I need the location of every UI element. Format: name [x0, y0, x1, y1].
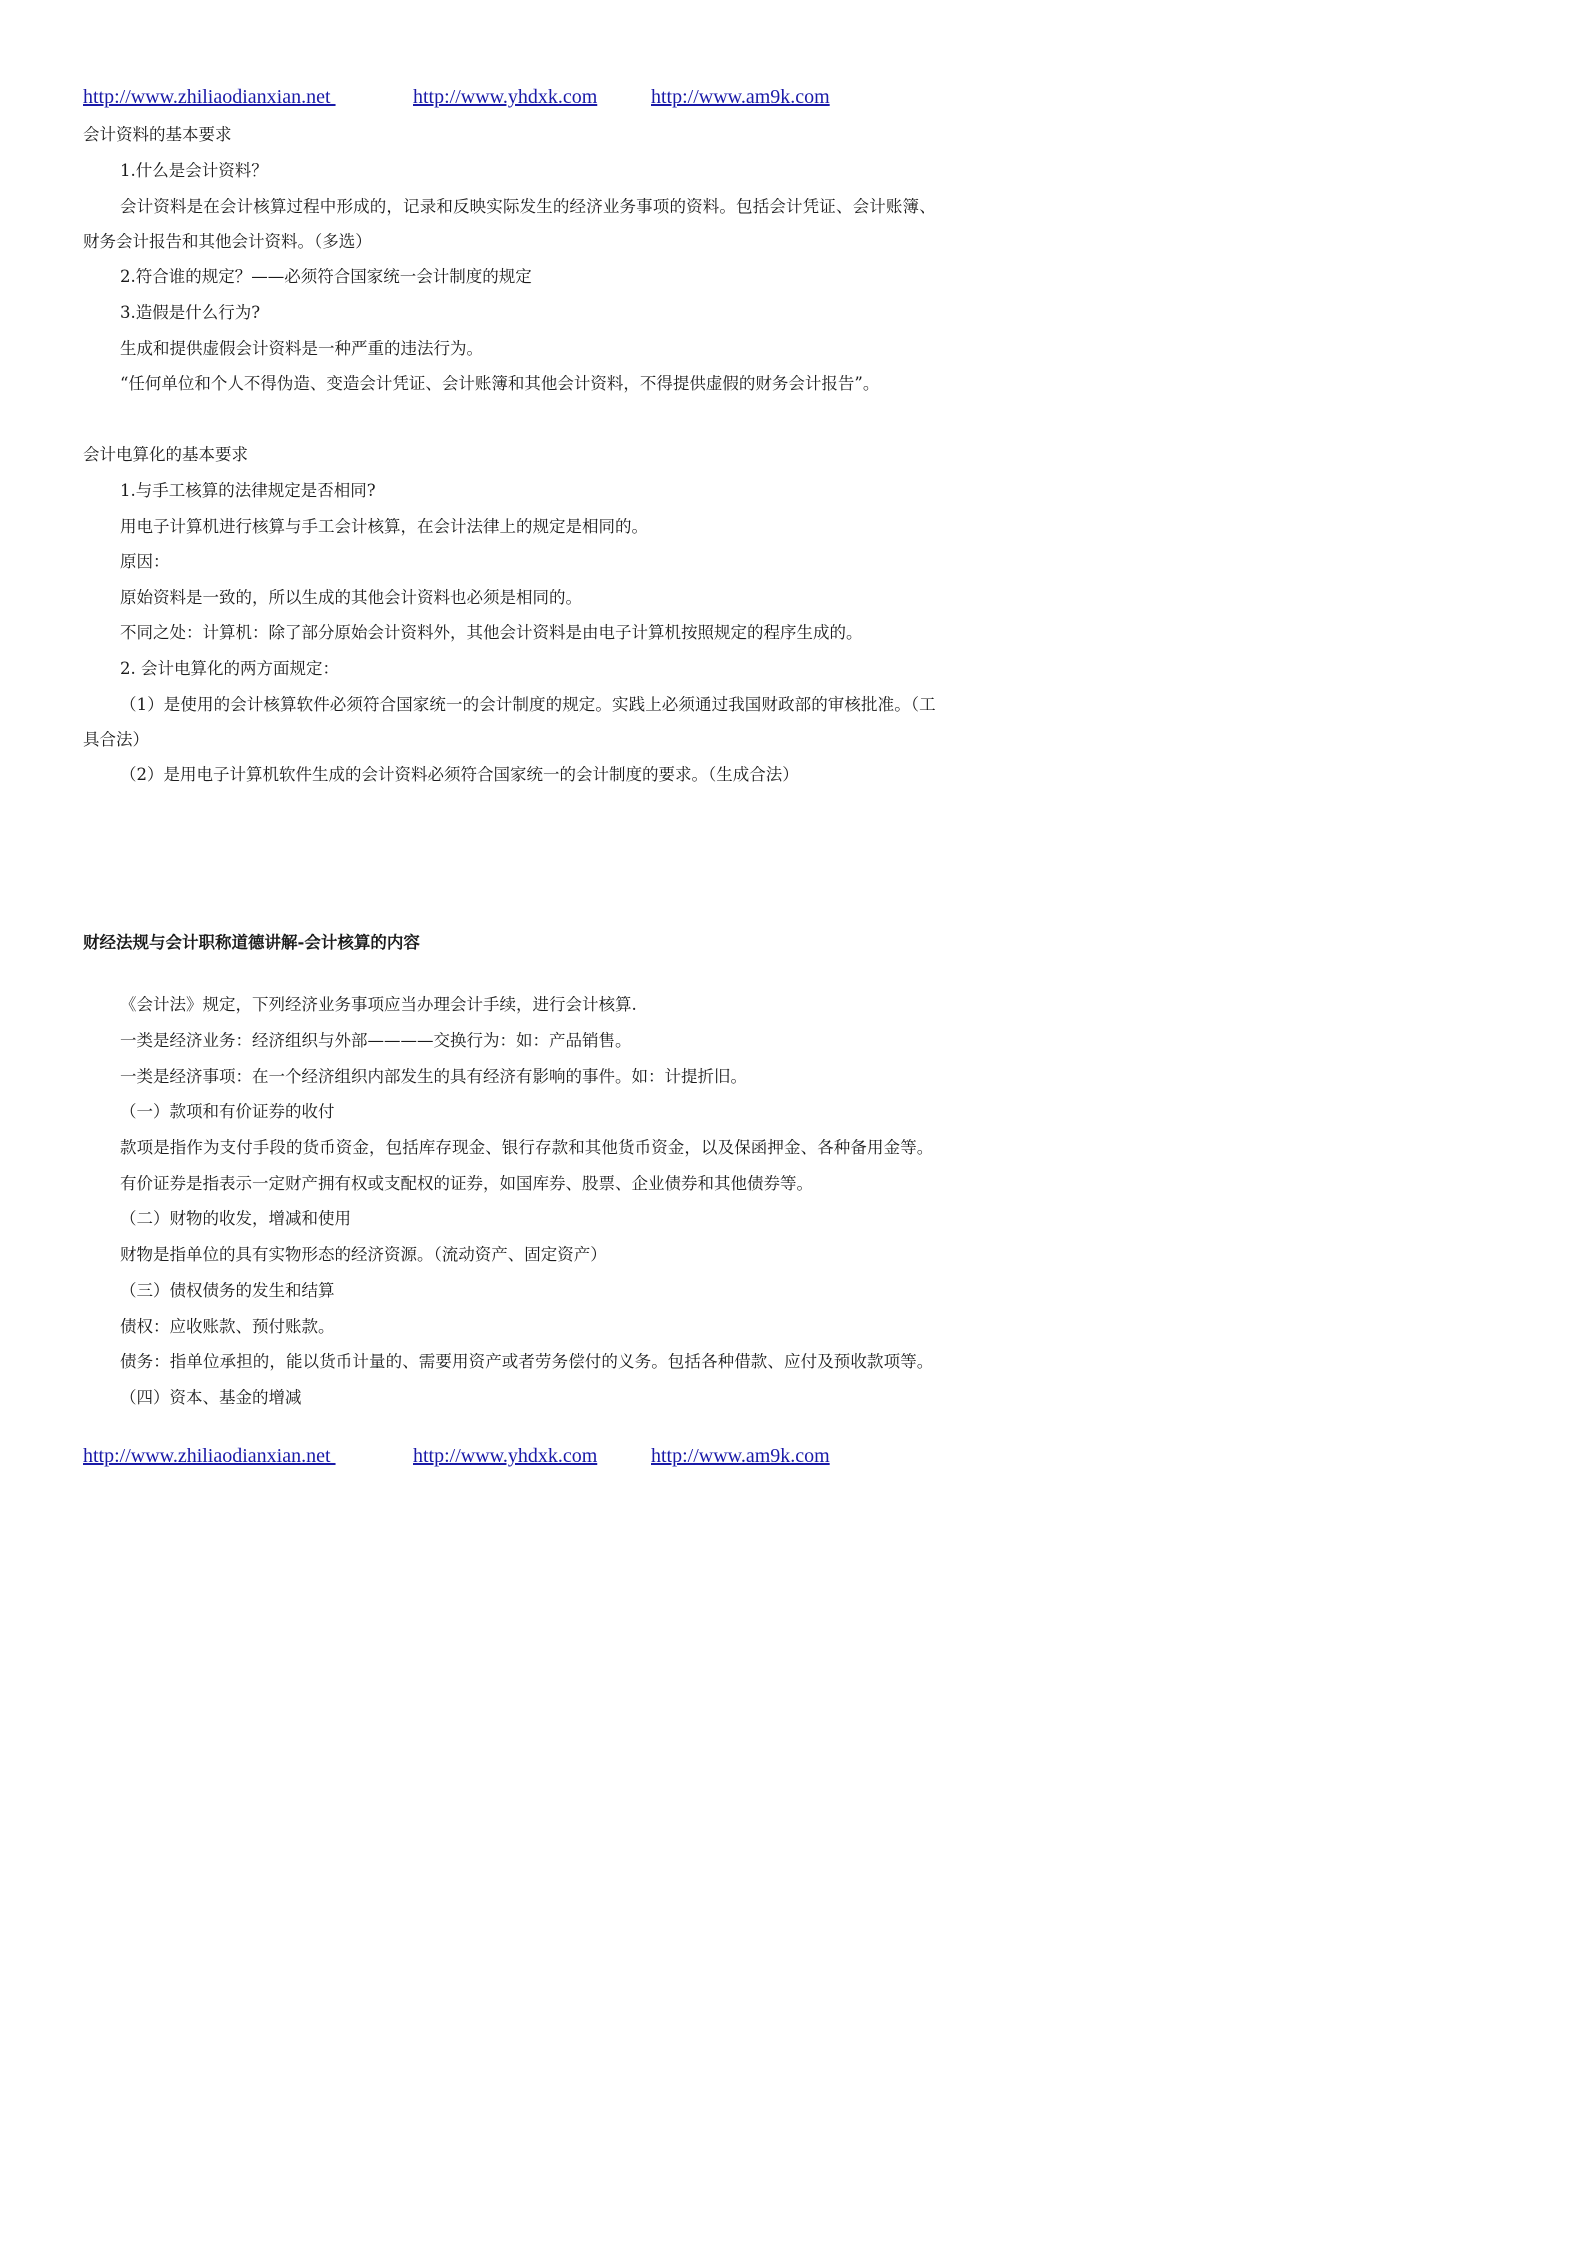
section1-heading: 会计资料的基本要求	[83, 125, 232, 144]
section3-line: 债务：指单位承担的，能以货币计量的、需要用资产或者劳务偿付的义务。包括各种借款、应付及预收款项等。	[120, 1352, 934, 1371]
section3-line: （一）款项和有价证券的收付	[120, 1102, 335, 1121]
section1-line: 会计资料是在会计核算过程中形成的，记录和反映实际发生的经济业务事项的资料。包括会计凭证、会计账簿、	[120, 197, 936, 216]
section1-line: 财务会计报告和其他会计资料。（多选）	[83, 232, 372, 251]
section3-line: （四）资本、基金的增减	[120, 1388, 302, 1407]
footer-links	[83, 1445, 1043, 1473]
section2-line: 具合法）	[83, 730, 149, 749]
footer-link-zhiliaodianxian[interactable]: http://www.zhiliaodianxian.net	[83, 1445, 336, 1467]
header-link-yhdxk[interactable]: http://www.yhdxk.com	[413, 86, 598, 108]
section3-line: （三）债权债务的发生和结算	[120, 1281, 335, 1300]
section2-line: 原因：	[120, 552, 170, 571]
header-link-zhiliaodianxian[interactable]: http://www.zhiliaodianxian.net	[83, 86, 336, 108]
section2-line: 原始资料是一致的，所以生成的其他会计资料也必须是相同的。	[120, 588, 582, 607]
header-links	[83, 86, 1043, 114]
section1-line: 1.什么是会计资料？	[120, 161, 268, 180]
section3-line: 一类是经济事项：在一个经济组织内部发生的具有经济有影响的事件。如：计提折旧。	[120, 1067, 747, 1086]
section3-line: 财物是指单位的具有实物形态的经济资源。（流动资产、固定资产）	[120, 1245, 607, 1264]
section1-line: 3.造假是什么行为?	[120, 303, 261, 322]
section3-line: 有价证券是指表示一定财产拥有权或支配权的证券，如国库券、股票、企业债券和其他债券等。	[120, 1174, 813, 1193]
section3-line: 《会计法》规定，下列经济业务事项应当办理会计手续，进行会计核算.	[120, 995, 637, 1014]
footer-link-am9k[interactable]: http://www.am9k.com	[651, 1445, 830, 1467]
section2-line: 2. 会计电算化的两方面规定：	[120, 659, 339, 678]
section1-line: 2.符合谁的规定？——必须符合国家统一会计制度的规定	[120, 267, 532, 286]
section3-heading: 财经法规与会计职称道德讲解-会计核算的内容	[83, 933, 420, 952]
section2-line: 用电子计算机进行核算与手工会计核算，在会计法律上的规定是相同的。	[120, 517, 648, 536]
section3-line: 债权：应收账款、预付账款。	[120, 1317, 335, 1336]
section2-line: 1.与手工核算的法律规定是否相同?	[120, 481, 376, 500]
section2-heading: 会计电算化的基本要求	[83, 445, 248, 464]
footer-link-yhdxk[interactable]: http://www.yhdxk.com	[413, 1445, 598, 1467]
section3-line: 款项是指作为支付手段的货币资金，包括库存现金、银行存款和其他货币资金，以及保函押金、各种备用金等。	[120, 1138, 934, 1157]
section1-line: “任何单位和个人不得伪造、变造会计凭证、会计账簿和其他会计资料，不得提供虚假的财务会计报告”。	[120, 374, 880, 393]
section2-line: 不同之处：计算机：除了部分原始会计资料外，其他会计资料是由电子计算机按照规定的程序生成的。	[120, 623, 863, 642]
section1-line: 生成和提供虚假会计资料是一种严重的违法行为。	[120, 339, 483, 358]
document-page	[0, 0, 1104, 1562]
header-link-am9k[interactable]: http://www.am9k.com	[651, 86, 830, 108]
section2-line: （1）是使用的会计核算软件必须符合国家统一的会计制度的规定。实践上必须通过我国财政部的审核批准。（工	[120, 695, 936, 714]
section3-line: （二）财物的收发，增减和使用	[120, 1209, 351, 1228]
section3-line: 一类是经济业务：经济组织与外部————交换行为：如：产品销售。	[120, 1031, 632, 1050]
section2-line: （2）是用电子计算机软件生成的会计资料必须符合国家统一的会计制度的要求。（生成合法）	[120, 765, 799, 784]
